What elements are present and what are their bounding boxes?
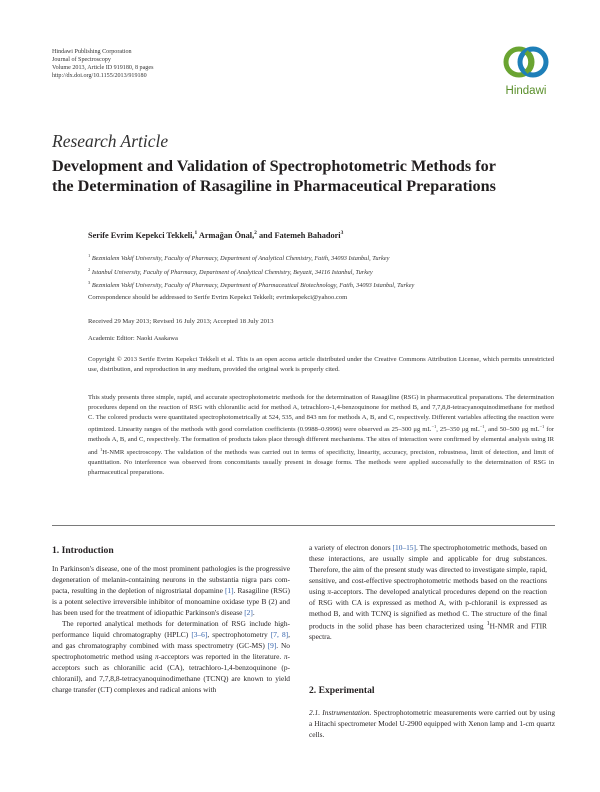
body-text: . No spectrophotometric method using: [52, 641, 291, 661]
abstract-text: This study presents three simple, rapid, and accurate spectrophotometric methods for the determination of Rasagiline (RSG) in pharmaceutical preparations. The determination procedures depend on the reaction of RSG with chloranilic acid for method A, tetrachloro-1,4-benzoquinone for method B, and 7,7,8,8-tetracyanoquinodimethane for method C. The colored products were quantitated spectrophotometrically at 524, 535, and 843 nm for methods A, B, and C, respectively. Different variables affecting the reaction were optimized. Linearity ranges of the methods with good correlation coefficients (0.9988–0.9996) were observed as 25–300 μg mL: [88, 394, 554, 434]
publisher-name: Hindawi Publishing Corporation: [52, 49, 132, 55]
affiliations: [88, 251, 414, 292]
body-text: .: [252, 608, 255, 617]
affiliation-2: [88, 265, 414, 279]
hindawi-logo[interactable]: [497, 40, 555, 104]
section-heading-experimental: 2. Experimental: [309, 685, 375, 696]
pi-symbol: π: [283, 652, 288, 661]
title-line-1: Development and Validation of Spectrophotometric Methods for: [52, 157, 496, 175]
subsection-label: 2.1. Instrumentation.: [309, 708, 372, 717]
journal-header: [52, 48, 153, 80]
journal-name: Journal of Spectroscopy: [52, 57, 111, 63]
abstract-sup: −1: [431, 424, 437, 430]
section-heading-introduction: 1. Introduction: [52, 545, 114, 556]
body-text: , spectrophotometry: [207, 630, 271, 639]
abstract-sup: −1: [479, 424, 485, 430]
author-2: Armağan Önal,: [197, 230, 255, 240]
affiliation-number: 1: [88, 253, 91, 258]
affiliation-number: 3: [88, 280, 91, 286]
author-list: [88, 230, 343, 240]
affiliation-text: Bezmialem Vakif University, Faculty of Pharmacy, Department of Pharmaceutical Biotechnology, Fatih, 34093 Istanbul, Turkey: [91, 282, 415, 290]
copyright-notice: Copyright © 2013 Serife Evrim Kepekci Tekkeli et al. This is an open access article distributed under the Creative Commons Attribution License, which permits unrestricted use, distribution, and reproduction in any medium, provided the original work is properly cited.: [88, 356, 554, 373]
affiliation-number: 2: [88, 266, 91, 272]
affiliation-text: Istanbul University, Faculty of Pharmacy, Department of Analytical Chemistry, Beyazit, 34116 Istanbul, Turkey: [91, 268, 373, 276]
body-text: -acceptors. The developed analytical procedures depend on the reaction of RSG with CA is expressed as method A, with p-chloranil is expressed as method B, and with TCNQ is signified as method C. The structure of the final products in the solid phase has been characterized using: [309, 587, 547, 631]
citation-link[interactable]: [1]: [224, 586, 234, 595]
abstract-sup: 1: [99, 447, 103, 453]
intro-paragraph-2: [52, 618, 290, 695]
affiliation-1: [88, 251, 414, 265]
academic-editor: Academic Editor: Naoki Asakawa: [88, 335, 178, 342]
logo-wordmark: Hindawi: [505, 85, 547, 97]
citation-link[interactable]: [9]: [267, 641, 277, 650]
abstract-sup: −1: [539, 424, 545, 430]
article-type: Research Article: [52, 131, 169, 151]
body-text: a variety of electron donors: [309, 543, 393, 552]
body-text: . Rasagiline (RSG) is a potent selective irreversible inhibitor of monoamine oxidase type B (2) and has been used for the treatment of idiopathic Parkinson's disease: [52, 586, 290, 617]
body-text: , and gas chromatography combined with mass spectrometry (GC-MS): [52, 630, 290, 650]
hindawi-rings-icon: [497, 40, 555, 86]
body-text: -acceptors such as chloranilic acid (CA), tetrachloro-1,4-benzoquinone (p-chloranil), and 7,7,8,8-tetracyanoquinodimethane (TCNQ) are known to yield charge transfer (CT) complexes and radical anions with: [52, 652, 290, 694]
section-divider: [52, 525, 555, 526]
abstract-text: H-NMR spectroscopy. The validation of the methods was carried out in terms of specificity, linearity, accuracy, precision, robustness, limit of detection, and limit of quantitation. No interference was observed from concomitants usually present in dosage forms. The methods were applied successfully to the determination of RSG in pharmaceutical preparations.: [88, 449, 554, 476]
intro-paragraph-3: [309, 542, 547, 642]
citation-link[interactable]: [2]: [244, 608, 253, 617]
pi-symbol: π: [154, 652, 159, 661]
intro-paragraph-1: [52, 563, 290, 618]
right-column: [309, 542, 547, 642]
author-1-sup: 1: [194, 230, 198, 236]
author-3: and Fatemeh Bahadori: [256, 230, 341, 240]
pi-symbol: π: [327, 587, 332, 596]
citation-link[interactable]: [3–6]: [191, 630, 208, 639]
body-text: Spectrophotometric measurements were carried out by using a Hitachi spectrometer Model U-2900 equipped with Xenon lamp and 1-cm quartz cells.: [309, 708, 556, 739]
body-text: -acceptors was reported in the literature.: [158, 652, 284, 661]
article-title: [52, 156, 562, 196]
body-text: H-NMR and FTIR spectra.: [309, 621, 547, 642]
author-2-sup: 2: [254, 230, 257, 236]
affiliation-text: Bezmialem Vakif University, Faculty of Pharmacy, Department of Analytical Chemistry, Fatih, 34093 Istanbul, Turkey: [91, 255, 390, 263]
correspondence: Correspondence should be addressed to Serife Evrim Kepekci Tekkeli; evrimkepekci@yahoo.com: [88, 294, 348, 301]
doi-link[interactable]: http://dx.doi.org/10.1155/2013/919180: [52, 73, 147, 79]
left-column: [52, 563, 290, 695]
author-1: Serife Evrim Kepekci Tekkeli,: [88, 230, 195, 240]
superscript: 1: [486, 621, 490, 627]
instrumentation-paragraph: [309, 707, 555, 740]
body-text: The reported analytical methods for determination of RSG include high-performance liquid chromatography (HPLC): [52, 619, 290, 639]
body-text: In Parkinson's disease, one of the most prominent pathologies is the progressive degeneration of melanin-containing neurons in the substantia nigra pars com-pacta, resulting in the depletion of nigrostriatal dopamine: [52, 564, 290, 595]
citation-link[interactable]: [10–15]: [392, 543, 416, 552]
title-line-2: the Determination of Rasagiline in Pharmaceutical Preparations: [52, 177, 496, 195]
body-text: . The spectrophotometric methods, based on these interactions, are usually simple and applicable for drug substances. Therefore, the aim of the present study was directed to investigate simple, rapid, sensitive, and cost-effective spectrophotometric methods based on the reactions using: [309, 543, 547, 596]
abstract-text: for methods A, B, and C, respectively. The formation of products takes place through different mechanisms. The sites of interaction were confirmed by elemental analysis using IR and: [88, 426, 554, 457]
volume-info: Volume 2013, Article ID 919180, 8 pages: [52, 65, 154, 71]
abstract: [88, 393, 554, 478]
abstract-text: , 25–350 μg mL: [436, 426, 480, 434]
citation-link[interactable]: [7, 8]: [270, 630, 289, 639]
abstract-text: , and 50–500 μg mL: [484, 426, 540, 434]
article-dates: Received 29 May 2013; Revised 16 July 2013; Accepted 18 July 2013: [88, 318, 274, 325]
affiliation-3: [88, 278, 414, 292]
author-3-sup: 3: [340, 230, 344, 236]
